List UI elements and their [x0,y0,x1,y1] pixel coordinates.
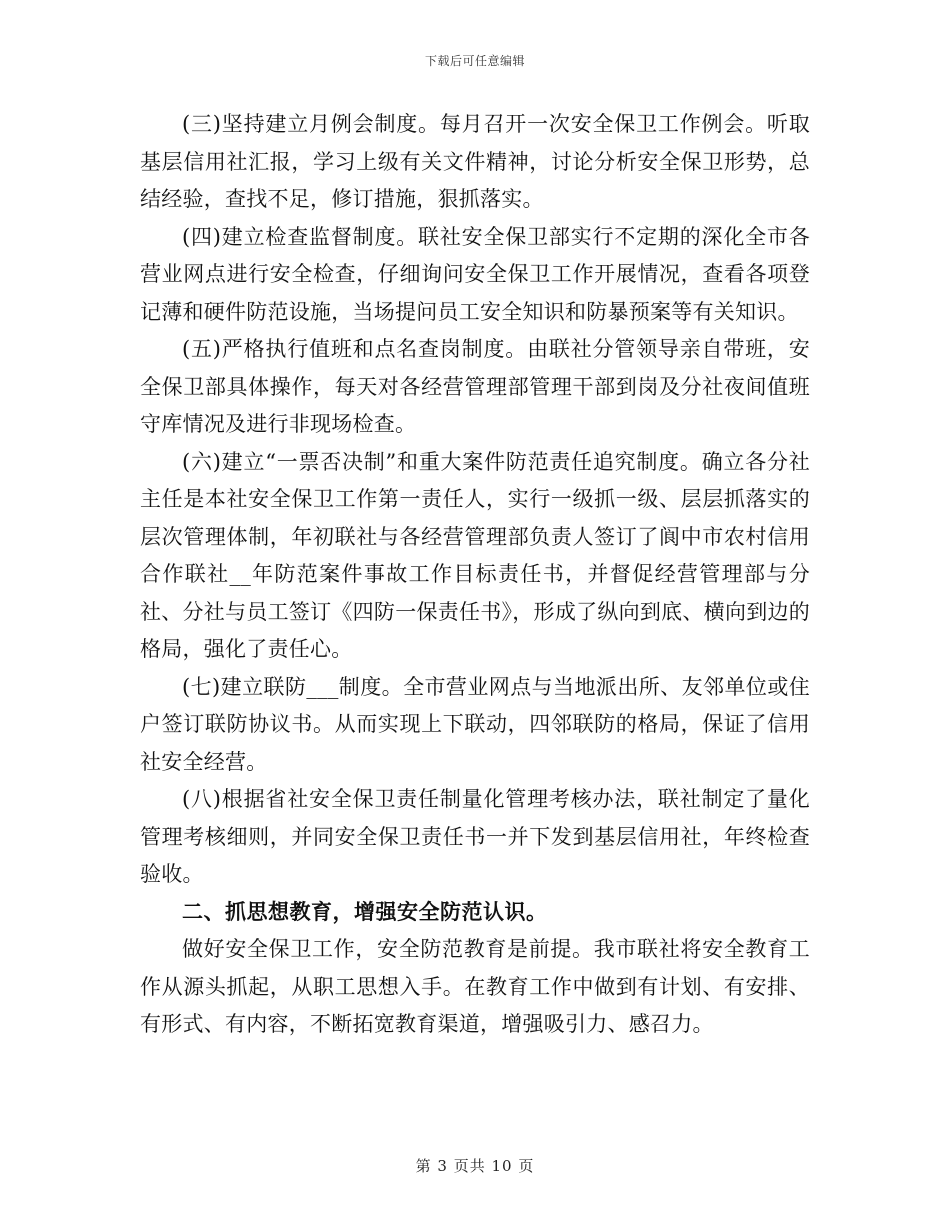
document-body [140,106,810,1044]
section-heading: 二、抓思想教育，增强安全防范认识。 [182,899,548,924]
page-header: 下载后可任意编辑 [424,54,525,68]
page-number-footer: 第 3 页共 10 页 [415,1157,535,1175]
paragraph-inspection-supervision: (四)建立检查监督制度。联社安全保卫部实行不定期的深化全市各营业网点进行安全检查，仔细询问安全保卫工作开展情况，查看各项登记薄和硬件防范设施，当场提问员工安全知识和防暴预案等有关知识。 [140,224,810,324]
paragraph-joint-defense: (七)建立联防___制度。全市营业网点与当地派出所、友邻单位或住户签订联防协议书。从而实现上下联动，四邻联防的格局，保证了信用社安全经营。 [140,674,810,774]
paragraph-duty-rollcall: (五)严格执行值班和点名查岗制度。由联社分管领导亲自带班，安全保卫部具体操作，每天对各经营管理部管理干部到岗及分社夜间值班守库情况及进行非现场检查。 [140,337,810,436]
paragraph-safety-education: 做好安全保卫工作，安全防范教育是前提。我市联社将安全教育工作从源头抓起，从职工思想入手。在教育工作中做到有计划、有安排、有形式、有内容，不断拓宽教育渠道，增强吸引力、感召力。 [140,937,810,1036]
paragraph-monthly-meeting: (三)坚持建立月例会制度。每月召开一次安全保卫工作例会。听取基层信用社汇报，学习上级有关文件精神，讨论分析安全保卫形势，总结经验，查找不足，修订措施，狠抓落实。 [140,112,810,211]
paragraph-quantified-assessment: (八)根据省社安全保卫责任制量化管理考核办法，联社制定了量化管理考核细则，并同安全保卫责任书一并下发到基层信用社，年终检查验收。 [140,787,810,886]
paragraph-veto-accountability: (六)建立“一票否决制”和重大案件防范责任追究制度。确立各分社主任是本社安全保卫工作第一责任人，实行一级抓一级、层层抓落实的层次管理体制，年初联社与各经营管理部负责人签订了阆中市农村信用合作联社__年防范案件事故工作目标责任书，并督促经营管理部与分社、分社与员工签订《四防一保责任书》，形成了纵向到底、横向到边的格局，强化了责任心。 [140,449,810,661]
